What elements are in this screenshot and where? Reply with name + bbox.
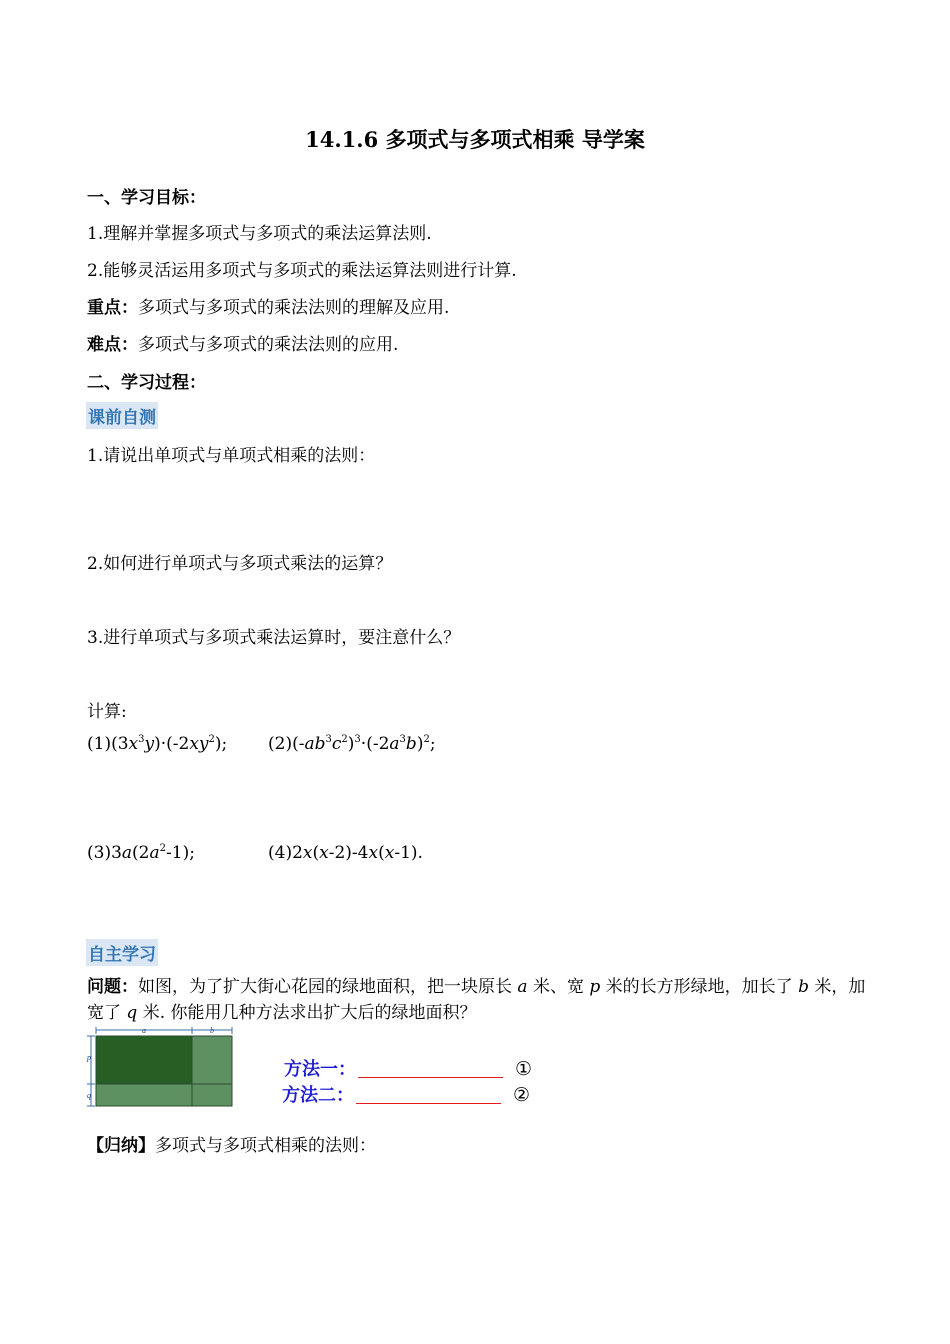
self-study-label: 自主学习 (86, 939, 158, 966)
page-title: 14.1.6 多项式与多项式相乘 导学案 (305, 127, 645, 152)
hard-label: 难点： (87, 335, 138, 355)
summary (87, 1131, 376, 1156)
exercise-2: $(2)(-ab^3c^2)^3\cdot(-2a^3b)^2$; (268, 734, 436, 754)
method-2-row (282, 1081, 530, 1107)
label-b: b (210, 1026, 214, 1035)
key-label: 重点： (87, 298, 138, 318)
question-2: 2.如何进行单项式与多项式乘法的运算？ (87, 554, 393, 574)
question-3: 3.进行单项式与多项式乘法运算时，要注意什么？ (87, 628, 461, 648)
section-heading-process: 二、学习过程： (87, 373, 206, 393)
label-p: p (87, 1053, 91, 1062)
method-1-label: 方法一： (284, 1059, 356, 1080)
summary-text: 多项式与多项式相乘的法则： (155, 1136, 376, 1156)
mark-1: ① (515, 1058, 533, 1080)
key-point (87, 293, 449, 318)
goal-2: 2.能够灵活运用多项式与多项式的乘法运算法则进行计算. (87, 261, 517, 281)
garden-figure (84, 1026, 234, 1108)
method-2-label: 方法二： (282, 1085, 354, 1106)
method-1-blank[interactable] (358, 1077, 503, 1078)
exercise-1: $(1)(3x^3y)\cdot(-2xy^2)$; (87, 734, 228, 754)
difficult-point (87, 330, 398, 355)
hard-text: 多项式与多项式的乘法法则的应用. (138, 335, 399, 355)
label-a: a (142, 1026, 146, 1035)
section-heading-goals: 一、学习目标： (87, 188, 206, 208)
calc-label: 计算: (87, 702, 127, 722)
pretest-label: 课前自测 (86, 402, 158, 429)
summary-label: 【归纳】 (87, 1136, 155, 1156)
method-2-blank[interactable] (356, 1103, 501, 1104)
goal-1: 1.理解并掌握多项式与多项式的乘法运算法则. (87, 224, 432, 244)
key-text: 多项式与多项式的乘法法则的理解及应用. (138, 298, 450, 318)
problem-text: 问题：如图，为了扩大街心花园的绿地面积，把一块原长 a 米、宽 p 米的长方形绿地，加长了 b 米，加宽了 q 米. 你能用几种方法求出扩大后的绿地面积？ (87, 977, 866, 1023)
question-1: 1.请说出单项式与单项式相乘的法则： (87, 446, 376, 466)
problem-label: 问题： (87, 977, 138, 997)
exercise-4: (4)2x(x-2)-4x(x-1). (268, 843, 423, 863)
mark-2: ② (513, 1084, 531, 1106)
method-1-row (284, 1055, 532, 1081)
exercise-3: $(3)3a(2a^2-1)$; (87, 843, 195, 863)
label-q: q (87, 1091, 91, 1100)
original-area (96, 1036, 192, 1084)
